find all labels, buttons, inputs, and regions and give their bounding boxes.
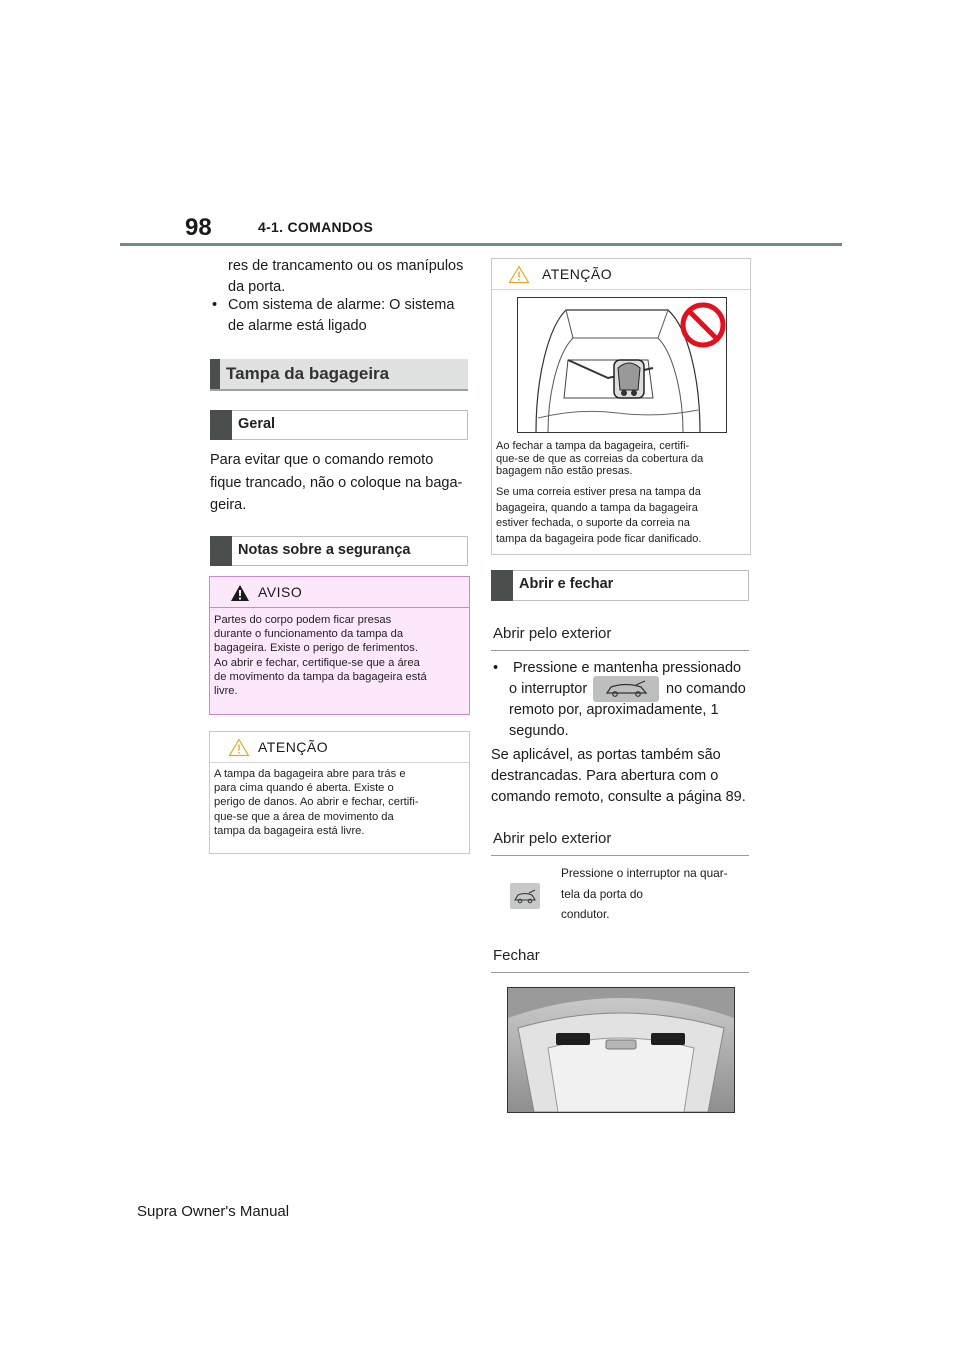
atencao-line: bagagem não estão presas. [496, 465, 633, 478]
paragraph-line: condutor. [561, 907, 610, 921]
heading-bar [491, 570, 513, 601]
subheading-abrir-exterior-2 [491, 817, 749, 856]
paragraph-line: Pressione o interruptor na quar- [561, 866, 728, 880]
aviso-text [214, 613, 463, 698]
atencao-line: A tampa da bagageira abre para trás e [214, 768, 406, 780]
bullet-line: de alarme está ligado [228, 318, 367, 334]
subheading-abrir-exterior-1 [491, 612, 749, 651]
warning-filled-icon [230, 584, 250, 602]
aviso-line: de movimento da tampa da bagageira está [214, 670, 427, 683]
aviso-line: bagageira. Existe o perigo de ferimentos. [214, 642, 418, 655]
section-title: 4-1. COMANDOS [258, 219, 374, 235]
page-number: 98 [185, 214, 212, 241]
door-switch-text [561, 863, 751, 925]
atencao-line: Ao fechar a tampa da bagageira, certifi- [496, 440, 690, 452]
atencao-line: bagageira, quando a tampa da bagageira [496, 501, 698, 514]
remote-trunk-button-icon [593, 676, 659, 702]
warning-outline-icon [508, 265, 530, 284]
heading-text: Notas sobre a segurança [238, 542, 411, 558]
heading-bar [210, 359, 220, 389]
press-hold-instruction [491, 658, 756, 742]
atencao-text [214, 767, 463, 838]
heading-tampa-bagageira [210, 359, 468, 391]
header-rule [120, 243, 842, 246]
footer-manual-name: Supra Owner's Manual [137, 1203, 290, 1220]
heading-geral [210, 410, 468, 440]
atencao-box-left [209, 731, 470, 854]
aplicavel-paragraph [491, 745, 756, 808]
atencao-title: ATENÇÃO [258, 739, 329, 755]
atencao-line: perigo de danos. Ao abrir e fechar, certifi- [214, 796, 419, 809]
paragraph-line: tela da porta do [561, 886, 643, 901]
atencao-line: tampa da bagageira está livre. [214, 824, 365, 837]
continued-line: res de trancamento ou os manípulos [228, 258, 464, 274]
subheading-text: Abrir pelo exterior [493, 830, 612, 847]
trunk-strap-illustration [517, 297, 727, 433]
instruction-text: no comando [666, 681, 746, 697]
car-trunk-icon [593, 676, 659, 702]
heading-abrir-fechar [491, 570, 749, 601]
heading-text: Abrir e fechar [519, 576, 614, 592]
heading-text: Geral [238, 416, 276, 432]
instruction-text: o interruptor [509, 681, 588, 697]
heading-bar [210, 410, 232, 440]
atencao-line: para cima quando é aberta. Existe o [214, 782, 394, 795]
atencao-title: ATENÇÃO [542, 266, 613, 282]
geral-paragraph [210, 449, 472, 517]
paragraph-line: Se aplicável, as portas também são [491, 747, 721, 763]
warning-outline-icon [228, 738, 250, 757]
trunk-lid-photo [507, 987, 735, 1113]
heading-text: Tampa da bagageira [226, 364, 390, 383]
subheading-fechar [491, 934, 749, 973]
aviso-box [209, 576, 470, 715]
door-trunk-switch-icon [510, 883, 540, 909]
atencao-text-1 [496, 440, 744, 478]
atencao-line: que-se que a área de movimento da [214, 810, 394, 823]
continued-line: da porta. [228, 279, 286, 295]
paragraph-line: geira. [210, 497, 247, 513]
paragraph-line: comando remoto, consulte a página 89. [491, 789, 746, 805]
atencao-title-bar [210, 732, 469, 763]
atencao-line: Se uma correia estiver presa na tampa da [496, 486, 701, 498]
instruction-line-with-icon [491, 679, 756, 700]
aviso-title: AVISO [258, 584, 303, 600]
aviso-line: Ao abrir e fechar, certifique-se que a área [214, 656, 420, 669]
paragraph-line: Para evitar que o comando remoto [210, 452, 434, 468]
aviso-line: livre. [214, 685, 238, 698]
subheading-text: Fechar [493, 947, 540, 964]
bullet-line: • Com sistema de alarme: O sistema [210, 295, 478, 316]
instruction-line: segundo. [509, 723, 569, 739]
atencao-line: que-se de que as correias da cobertura da [496, 452, 704, 465]
atencao-line: tampa da bagageira pode ficar danificado. [496, 532, 702, 545]
atencao-line: estiver fechada, o suporte da correia na [496, 517, 690, 529]
car-trunk-icon [510, 883, 540, 909]
heading-bar [210, 536, 232, 566]
bullet-alarm [210, 295, 478, 337]
heading-notas-seguranca [210, 536, 468, 566]
paragraph-line: destrancadas. Para abertura com o [491, 768, 719, 784]
atencao-box-right [491, 258, 751, 555]
instruction-line: remoto por, aproximadamente, 1 [509, 702, 719, 718]
continued-text [228, 256, 478, 298]
subheading-text: Abrir pelo exterior [493, 625, 612, 642]
paragraph-line: fique trancado, não o coloque na baga- [210, 474, 463, 491]
instruction-line: • Pressione e mantenha pressionado [491, 658, 756, 679]
aviso-line: Partes do corpo podem ficar presas [214, 614, 392, 626]
atencao-title-bar [492, 259, 750, 290]
aviso-title-bar [210, 577, 469, 608]
atencao-text-2 [496, 485, 744, 547]
aviso-line: durante o funcionamento da tampa da [214, 628, 404, 641]
